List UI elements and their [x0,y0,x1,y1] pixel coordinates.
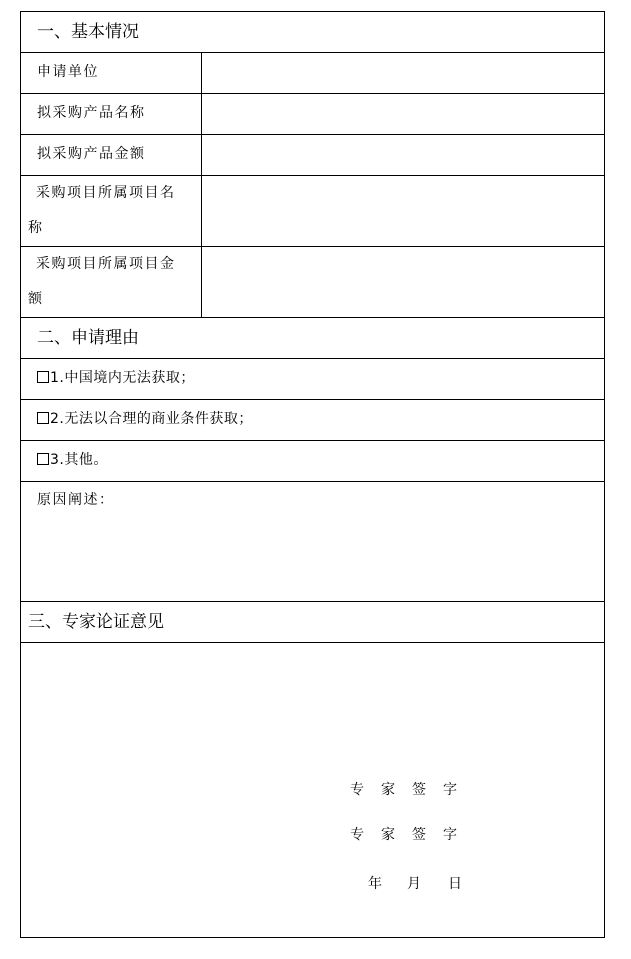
option-number: 3. [50,452,65,468]
product-name-label: 拟采购产品名称 [37,105,146,121]
column-divider [201,52,202,317]
expert-opinion-area[interactable] [29,652,594,772]
option-domestic-unavailable[interactable] [37,371,195,385]
divider [21,134,604,135]
divider [21,52,604,53]
option-label: 其他。 [64,452,108,468]
expert-signature-label: 专家签字 [350,782,474,798]
divider [21,642,604,643]
divider [21,317,604,318]
divider [21,93,604,94]
divider [21,399,604,400]
project-name-label: 采购项目所属项目名称 [28,185,176,236]
divider [21,601,604,602]
checkbox-icon[interactable] [37,453,49,465]
divider [21,481,604,482]
divider [21,440,604,441]
date-month-label: 月 [407,876,421,892]
section-basic-info-title: 一、基本情况 [37,22,139,42]
reason-description-label: 原因阐述： [37,492,115,508]
divider [21,358,604,359]
option-commercial-unavailable[interactable] [37,412,253,426]
product-amount-label: 拟采购产品金额 [37,146,146,162]
applicant-unit-label: 申请单位 [37,64,99,80]
option-label: 中国境内无法获取； [64,370,195,386]
option-number: 1. [50,370,65,386]
date-year-label: 年 [368,876,382,892]
date-day-label: 日 [448,876,462,892]
project-amount-label: 采购项目所属项目金额 [28,256,176,307]
option-number: 2. [50,411,65,427]
checkbox-icon[interactable] [37,412,49,424]
application-form [20,11,605,938]
checkbox-icon[interactable] [37,371,49,383]
section-reason-title: 二、申请理由 [37,328,139,348]
option-label: 无法以合理的商业条件获取； [64,411,253,427]
expert-signature-label: 专家签字 [350,827,474,843]
reason-description-area[interactable] [37,512,587,596]
section-expert-opinion-title: 三、专家论证意见 [28,612,164,632]
option-other[interactable] [37,453,108,467]
